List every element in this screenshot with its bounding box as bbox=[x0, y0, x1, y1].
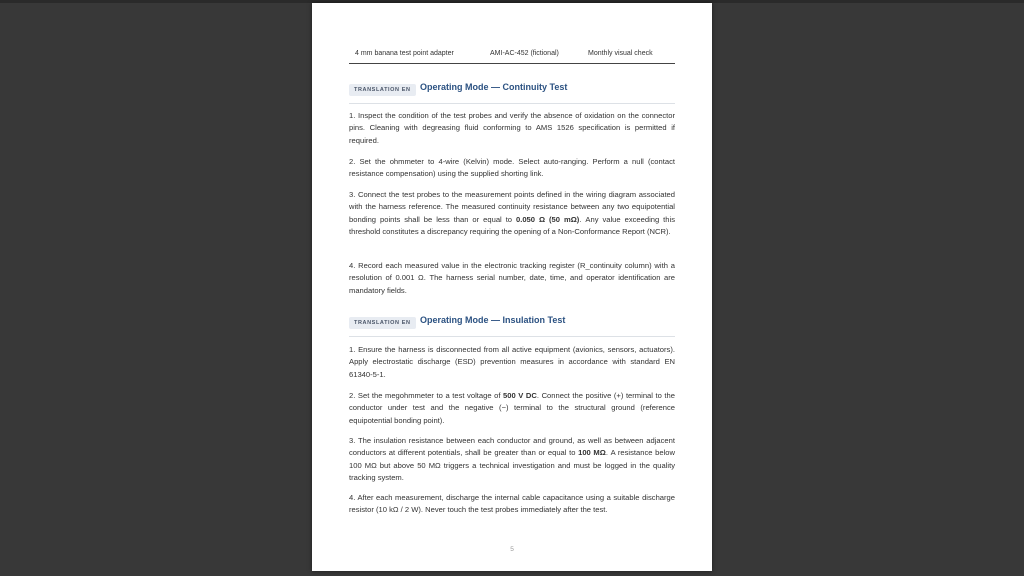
paragraph: 2. Set the megohmmeter to a test voltage of 500 V DC. Connect the positive (+) terminal to the conductor under test and the negative (−) terminal to the structural ground (reference equipotential bonding point). bbox=[349, 391, 675, 425]
section-title: Operating Mode — Insulation Test bbox=[420, 315, 566, 325]
header-item-description: 4 mm banana test point adapter bbox=[355, 50, 454, 57]
insulation-threshold-value: 100 MΩ bbox=[578, 448, 606, 458]
header-item-check-type: Monthly visual check bbox=[588, 50, 653, 57]
paragraph: 1. Inspect the condition of the test probes and verify the absence of oxidation on the connector pins. Cleaning with degreasing fluid conforming to AMS 1526 specification is permitted if required. bbox=[349, 111, 675, 145]
test-voltage-value: 500 V DC bbox=[503, 391, 537, 400]
header-item-reference: AMI-AC-452 (fictional) bbox=[490, 50, 559, 57]
translation-badge: TRANSLATION EN bbox=[349, 84, 416, 96]
threshold-value: 0.050 Ω (50 mΩ) bbox=[516, 214, 580, 224]
paragraph: 1. Ensure the harness is disconnected from all active equipment (avionics, sensors, actuators). Apply electrostatic discharge (ESD) prevention measures in accordance with standard EN 61340-5-1. bbox=[349, 345, 675, 379]
paragraph: 3. The insulation resistance between each conductor and ground, as well as between adjacent conductors at different potentials, shall be greater than or equal to 100 MΩ. A resistance below 100 MΩ but above 50 MΩ triggers a technical investigation and must be logged in the quality tracking system. bbox=[349, 436, 675, 483]
paragraph: 2. Set the ohmmeter to 4-wire (Kelvin) mode. Select auto-ranging. Perform a null (contact resistance compensation) using the supplied shorting link. bbox=[349, 157, 675, 179]
paragraph: 4. After each measurement, discharge the internal cable capacitance using a suitable discharge resistor (10 kΩ / 2 W). Never touch the test probes immediately after the test. bbox=[349, 493, 675, 515]
section-heading-insulation bbox=[349, 314, 675, 337]
paragraph: 3. Connect the test probes to the measurement points defined in the wiring diagram associated with the harness reference. The measured continuity resistance between any two equipotential bonding points shall be less than or equal to 0.050 Ω (50 mΩ). Any value exceeding this threshold constitutes a discrepancy requiring the opening of a Non-Conformance Report (NCR). bbox=[349, 190, 675, 237]
section-title: Operating Mode — Continuity Test bbox=[420, 82, 568, 92]
page-number: 5 bbox=[510, 546, 514, 553]
section-heading-continuity bbox=[349, 81, 675, 104]
paragraph: 4. Record each measured value in the electronic tracking register (R_continuity column) with a resolution of 0.001 Ω. The harness serial number, date, time, and operator identification are mandatory fields. bbox=[349, 261, 675, 295]
page-header bbox=[349, 50, 675, 64]
document-page bbox=[312, 3, 712, 571]
translation-badge: TRANSLATION EN bbox=[349, 317, 416, 329]
